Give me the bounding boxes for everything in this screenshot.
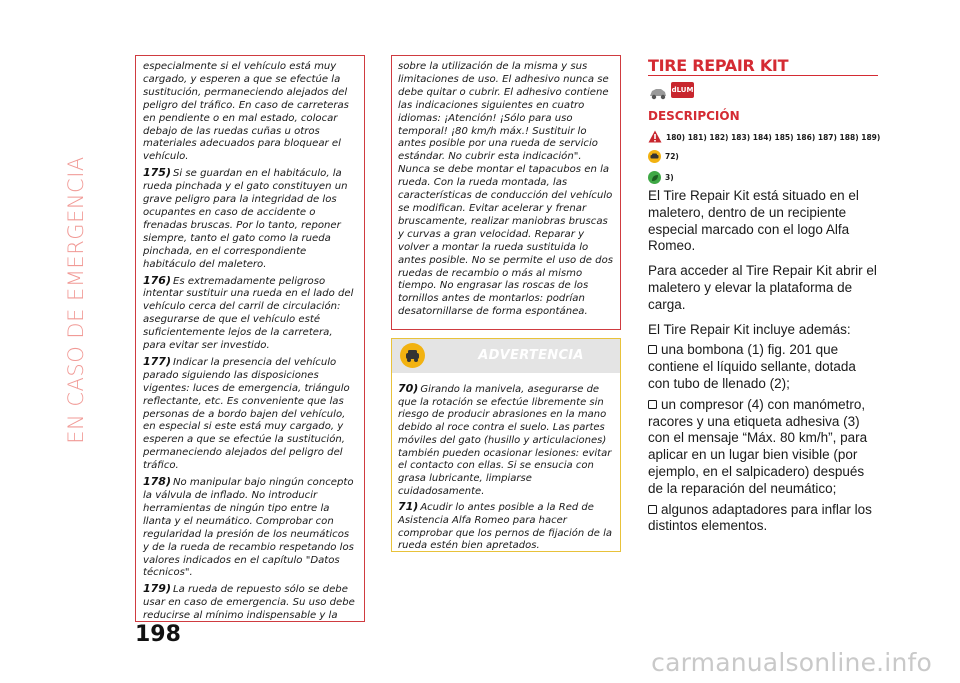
danger-refs: [648, 128, 880, 147]
environment-refs-text: 3): [665, 173, 674, 182]
paragraph: especialmente si el vehículo está muy cargado, y esperen a que se efectúe la sustitución, permaneciendo alejados del peligro del tráfico. En caso de carreteras en pendiente o en mal estado, colocar debajo de las ruedas cuñas u otros materiales adecuados para bloquear el vehículo.: [143, 61, 349, 163]
checkbox-bullet-icon: [648, 345, 657, 354]
advertencia-title: ADVERTENCIA: [478, 347, 584, 363]
warning-refs-text: 72): [665, 152, 679, 161]
car-jack-warning-icon: [400, 343, 425, 368]
warnings-box-left: [135, 55, 365, 622]
warnings-box-middle: [391, 55, 621, 330]
advertencia-header: [392, 339, 620, 373]
chapter-side-title-text: EN CASO DE EMERGENCIA: [64, 156, 88, 444]
advertencia-body: [392, 373, 620, 552]
advertencia-box: [391, 338, 621, 552]
paragraph: 179) La rueda de repuesto sólo se debe usar en caso de emergencia. Su uso debe reducirse al mínimo indispensable y la: [143, 582, 355, 622]
danger-triangle-icon: [648, 128, 662, 147]
paragraph: 175) Si se guardan en el habitáculo, la rueda pinchada y el gato constituyen un grave peligro para la integridad de los ocupantes en caso de accidente o frenadas bruscas. Por lo tanto, reponer siempre, tanto el gato como la rueda pinchada, en el correspondiente habitáculo del maletero.: [143, 166, 348, 270]
list-item: algunos adaptadores para inflar los distintos elementos.: [648, 501, 872, 534]
list-item: un compresor (4) con manómetro, racores y una etiqueta adhesiva (3) con el mensaje “Máx. 80 km/h”, para aplicar en un lugar bien visible (por ejemplo, en el salpicadero) después de la reparación del neumático;: [648, 396, 868, 496]
checkbox-bullet-icon: [648, 400, 657, 409]
list-item: una bombona (1) fig. 201 que contiene el líquido sellante, dotada con tubo de llenado (2);: [648, 342, 856, 391]
page-number: 198: [135, 622, 181, 647]
checkbox-bullet-icon: [648, 505, 657, 514]
paragraph: 178) No manipular bajo ningún concepto la válvula de inflado. No introducir herramientas de ningún tipo entre la llanta y el neumático. Comprobar con regularidad la presión de los neumáticos y de la rueda de recambio respetando los valores indicados en el capítulo "Datos técnicos".: [143, 475, 354, 579]
warning-car-icon: [648, 150, 661, 163]
paragraph: 70) Girando la manivela, asegurarse de que la rotación se efectúe libremente sin riesgo de producir abrasiones en la mano debido al roce contra el suelo. Las partes móviles del gato (husillo y articulaciones) también pueden ocasionar lesiones: evitar el contacto con ellas. Si se ensucia con grasa lubricante, limpiarse cuidadosamente.: [398, 382, 612, 497]
section-title: TIRE REPAIR KIT: [648, 56, 789, 75]
section-divider: [648, 75, 878, 76]
paragraph: 177) Indicar la presencia del vehículo parado siguiendo las disposiciones vigentes: luces de emergencia, triángulo reflectante, etc. Es conveniente que las personas de a bordo bajen del vehículo, en especial si este está muy cargado, y esperen a que se efectúe la sustitución, permaneciendo alejados del peligro del tráfico.: [143, 354, 350, 472]
equipment-icons: [648, 82, 694, 104]
environment-icon: [648, 171, 661, 184]
paragraph: El Tire Repair Kit está situado en el maletero, dentro de un recipiente especial marcado con el logo Alfa Romeo.: [648, 188, 859, 254]
environment-refs: [648, 171, 674, 184]
paragraph: 176) Es extremadamente peligroso intentar sustituir una rueda en el lado del vehículo cerca del carril de circulación: asegurarse de que el vehículo esté suficientemente lejos de la carretera, para evitar ser investido.: [143, 273, 354, 352]
watermark: carmanualsonline.info: [651, 648, 932, 677]
car-icon: [648, 85, 668, 104]
paragraph: El Tire Repair Kit incluye además:: [648, 321, 851, 337]
danger-refs-text: 180) 181) 182) 183) 184) 185) 186) 187) 188) 189): [666, 133, 881, 142]
warning-refs: [648, 150, 679, 163]
paragraph: 71) Acudir lo antes posible a la Red de Asistencia Alfa Romeo para hacer comprobar que los pernos de fijación de la rueda estén bien apretados.: [398, 500, 612, 552]
paragraph: Para acceder al Tire Repair Kit abrir el maletero y elevar la plataforma de carga.: [648, 263, 877, 312]
lum-badge: dLUM: [671, 82, 694, 98]
paragraph: sobre la utilización de la misma y sus limitaciones de uso. El adhesivo nunca se debe quitar o cubrir. El adhesivo contiene las indicaciones siguientes en cuatro idiomas: ¡Atención! ¡Sólo para uso temporal! ¡80 km/h máx.! Sustituir lo antes posible por una rueda de servicio estándar. No cubrir esta indicación". Nunca se debe montar el tapacubos en la rueda. Con la rueda montada, las características de conducción del vehículo se modifican. Evitar acelerar y frenar bruscamente, realizar maniobras bruscas y curvas a gran velocidad. Reparar y volver a montar la rueda sustituida lo antes posible. No se permite el uso de dos ruedas de recambio o más al mismo tiempo. No engrasar las roscas de los tornillos antes de montarlos: podrían desatornillarse de forma espontánea.: [398, 61, 614, 318]
subsection-title: DESCRIPCIÓN: [648, 109, 740, 123]
description-text: [648, 188, 880, 539]
